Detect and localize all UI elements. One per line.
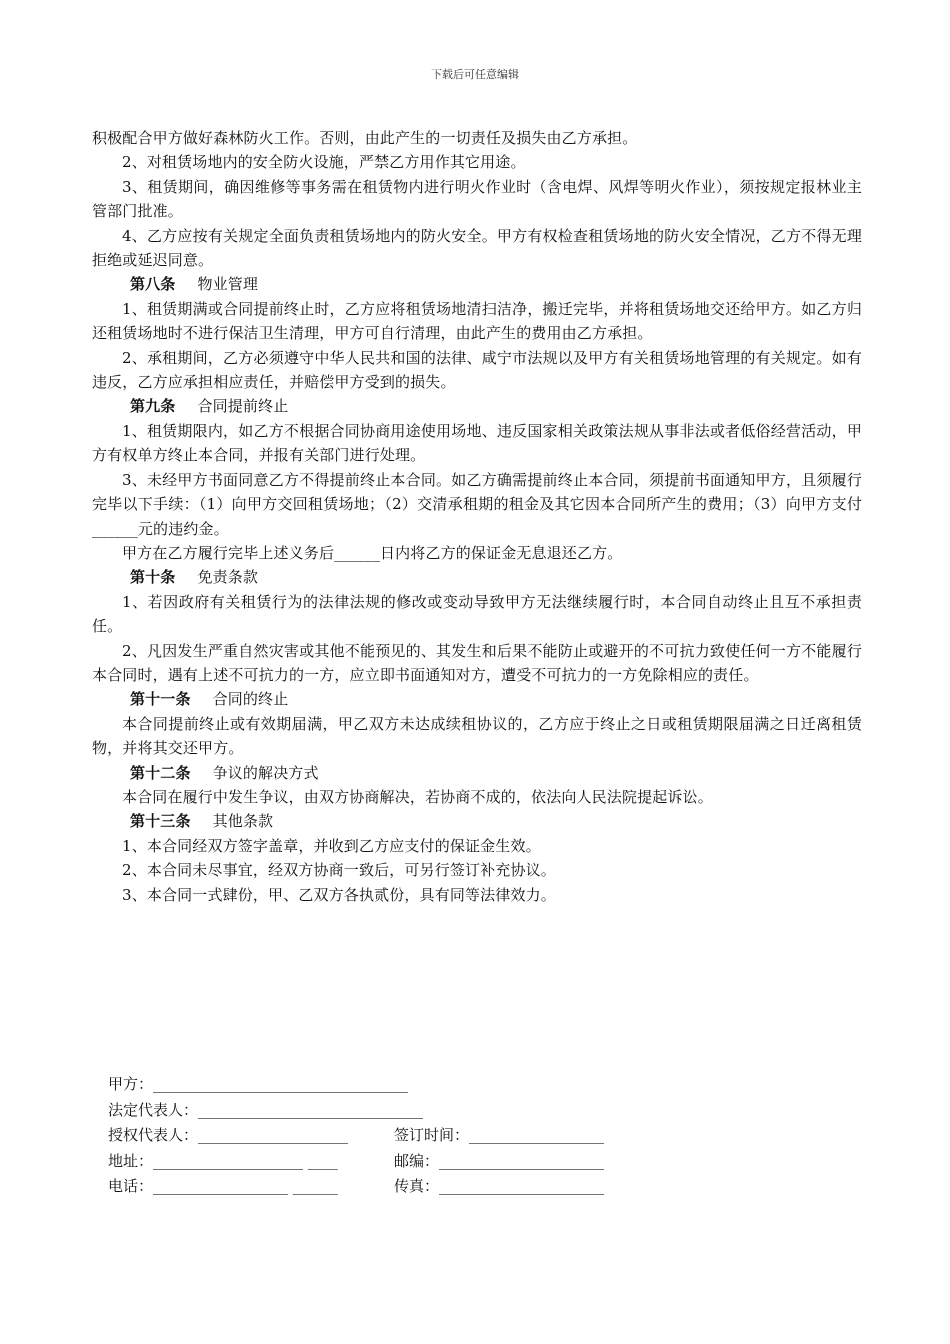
article-title: 合同的终止	[212, 690, 289, 709]
contract-body	[92, 126, 862, 907]
authorized-representative-field[interactable]: 授权代表人：____________________	[108, 1126, 349, 1145]
article-number: 第九条	[130, 397, 176, 416]
article-number: 第十三条	[130, 812, 191, 831]
paragraph: 3、本合同一式肆份，甲、乙双方各执贰份，具有同等法律效力。	[122, 885, 556, 904]
article-heading	[92, 565, 862, 589]
paragraph: 积极配合甲方做好森林防火工作。否则，由此产生的一切责任及损失由乙方承担。	[92, 129, 638, 147]
paragraph: 3、租赁期间，确因维修等事务需在租赁物内进行明火作业时（含电焊、风焊等明火作业），须按规定报林业主管部门批准。	[92, 177, 862, 221]
paragraph: 2、对租赁场地内的安全防火设施，严禁乙方用作其它用途。	[122, 153, 526, 172]
paragraph: 本合同在履行中发生争议，由双方协商解决，若协商不成的，依法向人民法院提起诉讼。	[122, 787, 713, 806]
paragraph: 甲方在乙方履行完毕上述义务后______日内将乙方的保证金无息退还乙方。	[122, 543, 623, 562]
paragraph: 2、本合同未尽事宜，经双方协商一致后，可另行签订补充协议。	[122, 861, 556, 880]
article-heading	[92, 272, 862, 296]
paragraph: 2、凡因发生严重自然灾害或其他不能预见的、其发生和后果不能防止或避开的不可抗力致使任何一方不能履行本合同时，遇有上述不可抗力的一方，应立即书面通知对方，遭受不可抗力的一方免除相应的责任。	[92, 641, 862, 684]
article-heading	[92, 687, 862, 711]
postcode-field[interactable]: 邮编：______________________	[394, 1151, 605, 1170]
article-title: 物业管理	[197, 275, 259, 294]
article-heading	[92, 761, 862, 785]
signing-date-field[interactable]: 签订时间：__________________	[394, 1126, 605, 1145]
paragraph: 1、租赁期限内，如乙方不根据合同协商用途使用场地、违反国家相关政策法规从事非法或者低俗经营活动，甲方有权单方终止本合同，并报有关部门进行处理。	[92, 421, 862, 465]
paragraph: 1、本合同经双方签字盖章，并收到乙方应支付的保证金生效。	[122, 836, 541, 855]
article-number: 第十一条	[130, 690, 191, 709]
fax-field[interactable]: 传真：______________________	[394, 1177, 605, 1196]
article-number: 第八条	[130, 275, 176, 294]
phone-field[interactable]: 电话：__________________ ______	[108, 1177, 338, 1196]
article-heading	[92, 394, 862, 418]
paragraph: 本合同提前终止或有效期届满，甲乙双方未达成续租协议的，乙方应于终止之日或租赁期限届满之日迁离租赁物，并将其交还甲方。	[92, 714, 862, 758]
article-title: 其他条款	[212, 812, 274, 831]
article-number: 第十条	[130, 568, 176, 587]
article-heading	[92, 809, 862, 833]
paragraph: 2、承租期间，乙方必须遵守中华人民共和国的法律、咸宁市法规以及甲方有关租赁场地管理的有关规定。如有违反，乙方应承担相应责任，并赔偿甲方受到的损失。	[92, 348, 862, 392]
paragraph: 3、未经甲方书面同意乙方不得提前终止本合同。如乙方确需提前终止本合同，须提前书面通知甲方，且须履行完毕以下手续：（1）向甲方交回租赁场地；（2）交清承租期的租金及其它因本合同所产生的费用；（3）向甲方支付______元的违约金。	[92, 470, 862, 538]
paragraph: 4、乙方应按有关规定全面负责租赁场地内的防火安全。甲方有权检查租赁场地的防火安全情况，乙方不得无理拒绝或延迟同意。	[92, 226, 862, 270]
page-header-note: 下载后可任意编辑	[431, 68, 519, 81]
article-title: 免责条款	[197, 568, 259, 587]
address-field[interactable]: 地址：____________________ ____	[108, 1151, 338, 1170]
paragraph: 1、租赁期满或合同提前终止时，乙方应将租赁场地清扫洁净，搬迁完毕，并将租赁场地交还给甲方。如乙方归还租赁场地时不进行保洁卫生清理，甲方可自行清理，由此产生的费用由乙方承担。	[92, 299, 862, 343]
paragraph: 1、若因政府有关租赁行为的法律法规的修改或变动导致甲方无法继续履行时，本合同自动终止且互不承担责任。	[92, 592, 862, 636]
article-title: 合同提前终止	[197, 397, 289, 416]
article-title: 争议的解决方式	[212, 763, 319, 782]
legal-representative-field[interactable]: 法定代表人：______________________________	[108, 1100, 424, 1119]
article-number: 第十二条	[130, 763, 191, 782]
party-a-field[interactable]: 甲方：__________________________________	[108, 1075, 409, 1093]
